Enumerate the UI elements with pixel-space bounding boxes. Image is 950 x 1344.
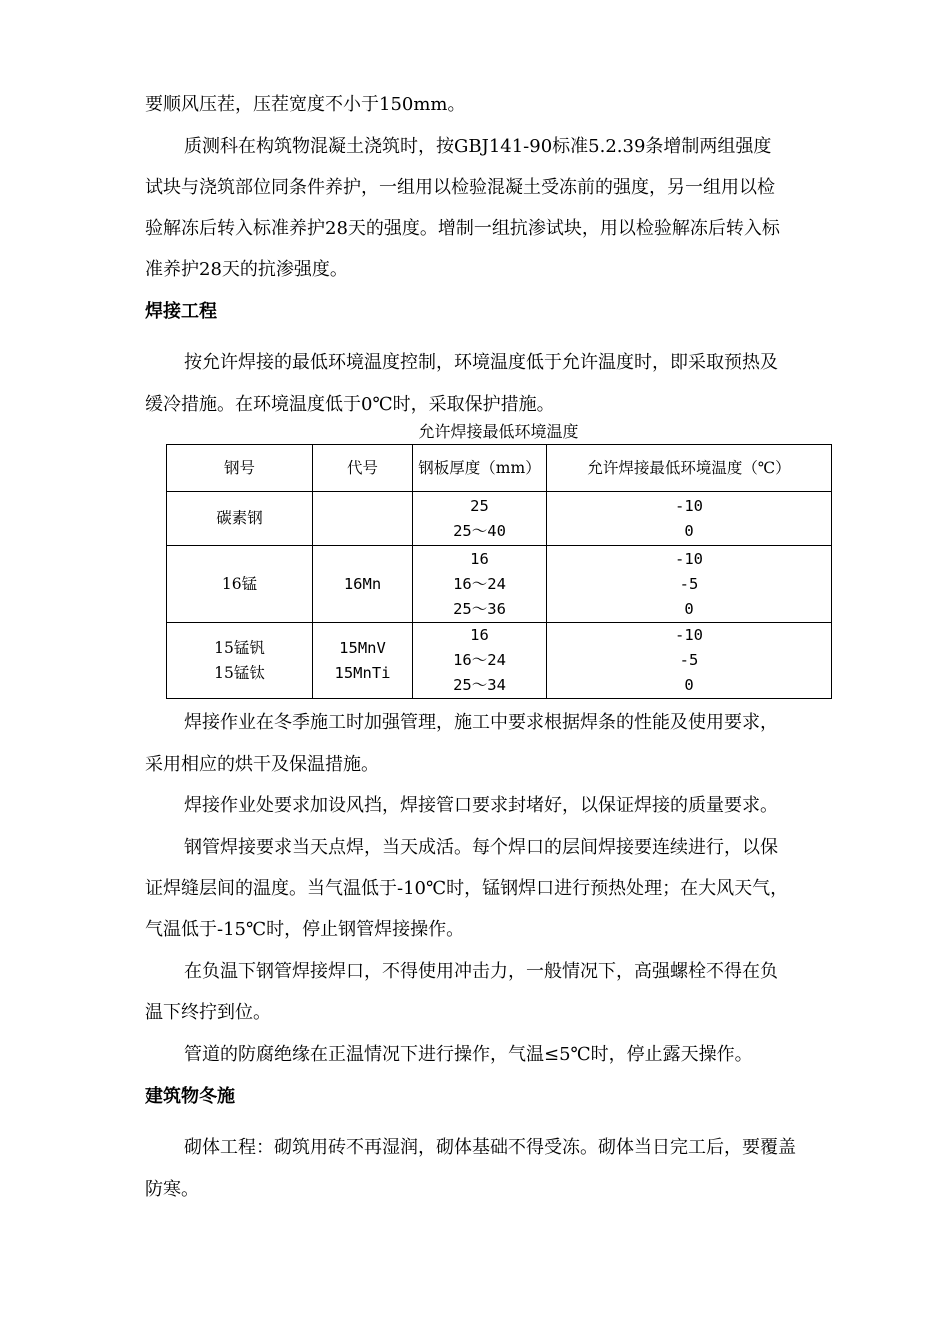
cell-line: 25～34 — [453, 676, 506, 694]
cell-line: 16～24 — [453, 574, 506, 593]
paragraph-line: 准养护28天的抗渗强度。 — [145, 259, 348, 280]
cell-line: 16Mn — [343, 574, 382, 593]
cell-line: 0 — [684, 599, 694, 618]
cell-line: -5 — [679, 574, 699, 593]
welding-temperature-table — [166, 444, 832, 699]
section-heading-building: 建筑物冬施 — [145, 1086, 235, 1107]
header-steel-grade: 钢号 — [167, 445, 313, 492]
cell-code — [313, 492, 413, 546]
paragraph-line: 焊接作业在冬季施工时加强管理，施工中要求根据焊条的性能及使用要求， — [184, 712, 778, 733]
cell-temperature — [547, 623, 832, 699]
paragraph-line: 采用相应的烘干及保温措施。 — [145, 754, 379, 775]
cell-line: 15锰钛 — [214, 663, 265, 682]
cell-line: -10 — [675, 549, 703, 568]
cell-line: 16～24 — [453, 651, 506, 669]
cell-line: 16锰 — [221, 574, 258, 593]
header-code: 代号 — [313, 445, 413, 492]
header-min-temperature: 允许焊接最低环境温度（℃） — [547, 445, 832, 492]
cell-line: 碳素钢 — [216, 509, 263, 527]
paragraph-line: 防寒。 — [145, 1179, 199, 1200]
table-row — [167, 546, 832, 623]
paragraph-line: 焊接作业处要求加设风挡，焊接管口要求封堵好，以保证焊接的质量要求。 — [184, 795, 778, 816]
cell-line: -10 — [675, 626, 703, 644]
table-header-row — [167, 445, 832, 492]
cell-line: 15锰钒 — [214, 638, 265, 657]
table-caption: 允许焊接最低环境温度 — [418, 422, 579, 441]
cell-steel — [167, 623, 313, 699]
paragraph-line: 试块与浇筑部位同条件养护，一组用以检验混凝土受冻前的强度，另一组用以检 — [145, 177, 775, 198]
cell-code — [313, 623, 413, 699]
table-row — [167, 623, 832, 699]
table-row — [167, 492, 832, 546]
paragraph-line: 验解冻后转入标准养护28天的强度。增制一组抗渗试块，用以检验解冻后转入标 — [145, 218, 780, 239]
cell-code — [313, 546, 413, 623]
cell-thickness — [413, 623, 547, 699]
cell-line: -5 — [679, 651, 699, 669]
cell-line: 25～40 — [453, 521, 506, 540]
paragraph-line: 管道的防腐绝缘在正温情况下进行操作，气温≤5℃时，停止露天操作。 — [184, 1044, 753, 1065]
cell-line: 25～36 — [453, 599, 506, 618]
paragraph-line: 缓冷措施。在环境温度低于0℃时，采取保护措施。 — [145, 394, 555, 415]
cell-steel — [167, 546, 313, 623]
cell-temperature — [547, 492, 832, 546]
cell-line: 16 — [470, 626, 489, 644]
paragraph-line: 按允许焊接的最低环境温度控制，环境温度低于允许温度时，即采取预热及 — [184, 352, 778, 373]
paragraph-line: 温下终拧到位。 — [145, 1002, 271, 1023]
cell-line: 16 — [470, 549, 489, 568]
paragraph-line: 在负温下钢管焊接焊口，不得使用冲击力，一般情况下，高强螺栓不得在负 — [184, 961, 778, 982]
paragraph-line: 质测科在构筑物混凝土浇筑时，按GBJ141-90标准5.2.39条增制两组强度 — [184, 136, 772, 157]
cell-line: 0 — [684, 676, 694, 694]
cell-thickness — [413, 546, 547, 623]
paragraph-line: 气温低于-15℃时，停止钢管焊接操作。 — [145, 919, 465, 940]
section-heading-welding: 焊接工程 — [145, 301, 217, 322]
paragraph-line: 证焊缝层间的温度。当气温低于-10℃时，锰钢焊口进行预热处理；在大风天气， — [145, 878, 789, 899]
cell-line: 15MnTi — [334, 663, 391, 682]
paragraph-line: 砌体工程：砌筑用砖不再湿润，砌体基础不得受冻。砌体当日完工后，要覆盖 — [184, 1137, 796, 1158]
cell-thickness — [413, 492, 547, 546]
cell-steel — [167, 492, 313, 546]
cell-temperature — [547, 546, 832, 623]
cell-line: 25 — [470, 496, 489, 515]
paragraph-line: 要顺风压茬，压茬宽度不小于150mm。 — [145, 94, 466, 115]
cell-line: 0 — [684, 521, 694, 540]
header-plate-thickness: 钢板厚度（mm） — [413, 445, 547, 492]
paragraph-line: 钢管焊接要求当天点焊，当天成活。每个焊口的层间焊接要连续进行，以保 — [184, 837, 778, 858]
cell-line: 15MnV — [339, 638, 386, 657]
cell-line: -10 — [675, 496, 703, 515]
